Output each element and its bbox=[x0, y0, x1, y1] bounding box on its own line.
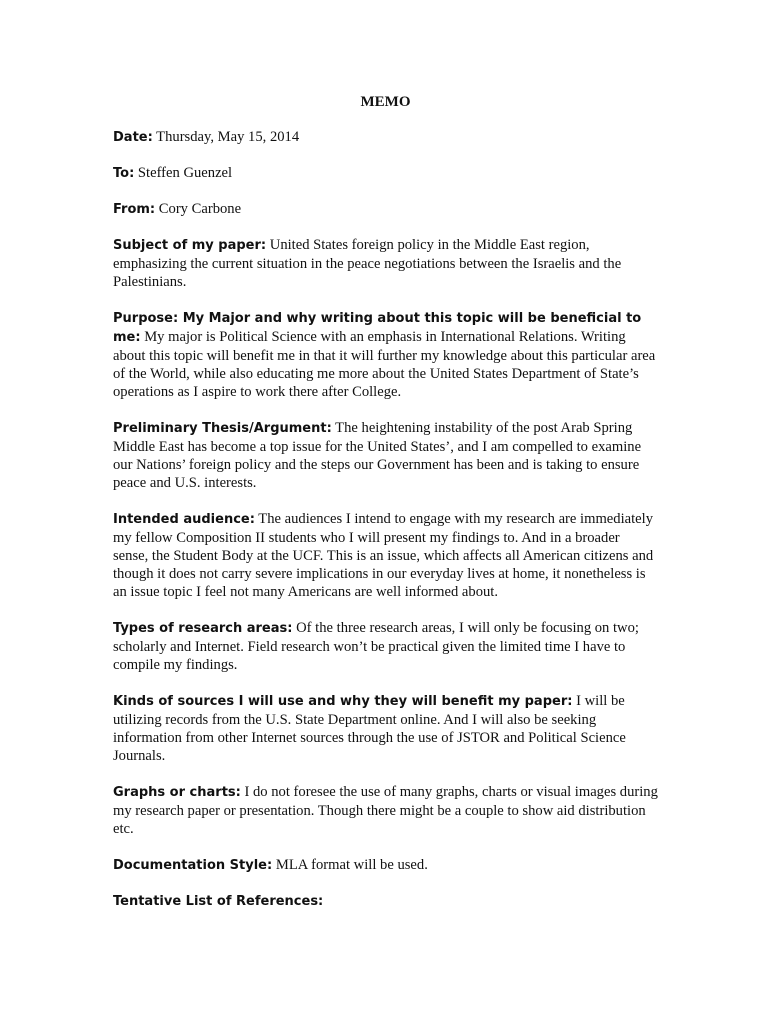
audience-paragraph bbox=[113, 510, 658, 601]
research-areas-text: Of the three research areas, I will only be focusing on two; scholarly and Internet. Field research won’t be practical given the limited time I have to compile my findings. bbox=[113, 620, 639, 673]
references-label: Tentative List of References: bbox=[113, 894, 324, 909]
memo-date-line bbox=[113, 128, 658, 147]
thesis-paragraph bbox=[113, 419, 658, 492]
purpose-text: My major is Political Science with an emphasis in International Relations. Writing about this topic will benefit me in that it will further my knowledge about this particular area of the World, while also educating me more about the United States Department of State’s operations as I aspire to work there after College. bbox=[113, 329, 656, 400]
documentation-style-paragraph bbox=[113, 856, 658, 875]
purpose-paragraph bbox=[113, 309, 658, 401]
from-label: From: bbox=[113, 202, 156, 217]
documentation-style-text: MLA format will be used. bbox=[272, 857, 428, 873]
audience-label: Intended audience: bbox=[113, 512, 255, 527]
subject-label: Subject of my paper: bbox=[113, 238, 267, 253]
research-areas-paragraph bbox=[113, 619, 658, 674]
graphs-paragraph bbox=[113, 783, 658, 838]
thesis-label: Preliminary Thesis/Argument: bbox=[113, 421, 332, 436]
purpose-label: Purpose: My Major and why writing about this topic will be beneficial to me: bbox=[113, 311, 642, 345]
documentation-style-label: Documentation Style: bbox=[113, 858, 273, 873]
memo-to-line bbox=[113, 164, 658, 183]
references-heading bbox=[113, 892, 658, 911]
to-label: To: bbox=[113, 166, 135, 181]
from-value: Cory Carbone bbox=[155, 201, 242, 217]
sources-paragraph bbox=[113, 692, 658, 765]
graphs-label: Graphs or charts: bbox=[113, 785, 241, 800]
subject-paragraph bbox=[113, 236, 658, 291]
memo-from-line bbox=[113, 200, 658, 219]
to-value: Steffen Guenzel bbox=[134, 165, 233, 181]
research-areas-label: Types of research areas: bbox=[113, 621, 293, 636]
memo-document bbox=[113, 92, 658, 929]
date-label: Date: bbox=[113, 130, 153, 145]
subject-text: United States foreign policy in the Middle East region, emphasizing the current situation in the peace negotiations between the Israelis and the Palestinians. bbox=[113, 237, 622, 290]
sources-text: I will be utilizing records from the U.S. State Department online. And I will also be seeking information from other Internet sources through the use of JSTOR and Political Science Journals. bbox=[113, 693, 626, 764]
sources-label: Kinds of sources I will use and why they will benefit my paper: bbox=[113, 694, 573, 709]
graphs-text: I do not foresee the use of many graphs, charts or visual images during my research paper or presentation. Though there might be a couple to show aid distribution etc. bbox=[113, 784, 658, 837]
date-value: Thursday, May 15, 2014 bbox=[152, 129, 300, 145]
thesis-text: The heightening instability of the post Arab Spring Middle East has become a top issue for the United States’, and I am compelled to examine our Nations’ foreign policy and the steps our Government has been and is taking to ensure peace and U.S. interests. bbox=[113, 420, 642, 491]
audience-text: The audiences I intend to engage with my research are immediately my fellow Composition II students who I will present my findings to. And in a broader sense, the Student Body at the UCF. This is an issue, which affects all American citizens and though it does not carry severe implications in our everyday lives at home, it nonetheless is an issue topic I feel not many Americans are well informed about. bbox=[113, 511, 654, 600]
memo-title: MEMO bbox=[360, 94, 411, 110]
